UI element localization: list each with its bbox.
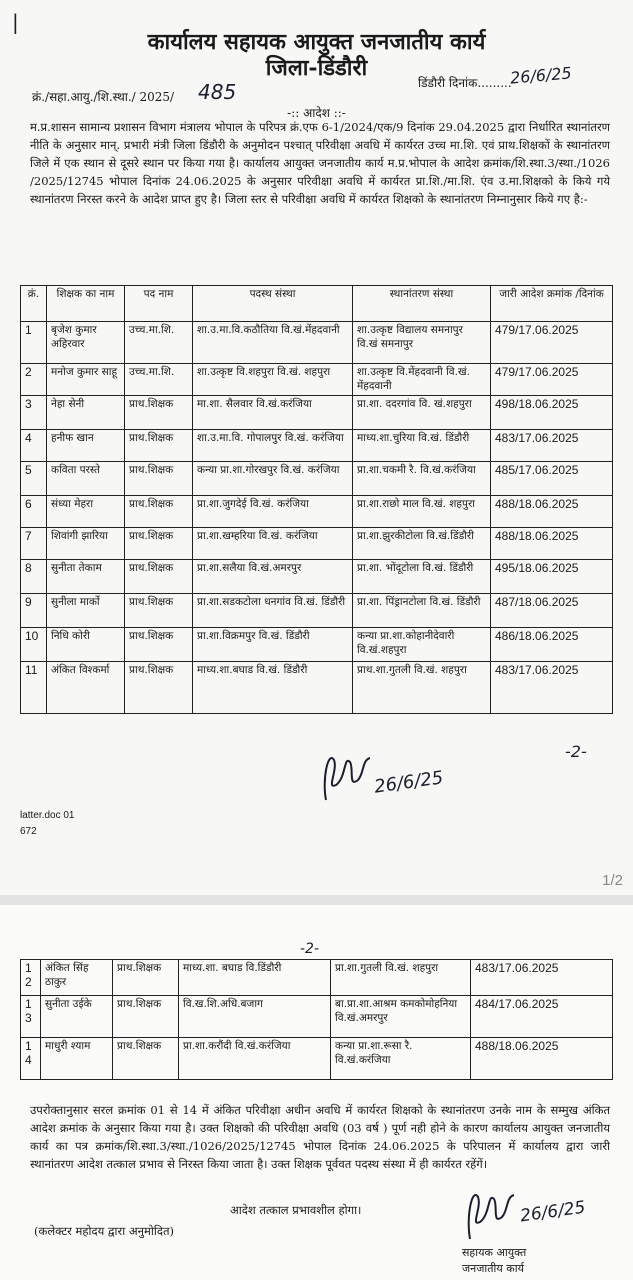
- reference-number: क्रं./सहा.आयु./शि.स्था./ 2025/: [32, 90, 175, 104]
- designation-line-1: सहायक आयुक्त: [462, 1246, 527, 1259]
- order-number-cell: 488/18.06.2025: [491, 528, 613, 560]
- table-row: [21, 1038, 613, 1080]
- file-name: latter.doc 01: [20, 810, 75, 821]
- transfer-institution-cell: प्रा.शा.चकमी रै. वि.खं.करंजिया: [353, 462, 491, 496]
- table-row: [21, 960, 613, 996]
- posted-institution-cell: शा.उ.मा.वि.कठौतिया वि.खं.मेंहदवानी: [193, 322, 353, 364]
- posted-institution-cell: मा.शा. सैलवार वि.खं.करंजिया: [193, 396, 353, 430]
- teacher-name-cell: सुनीला मार्को: [47, 594, 125, 628]
- signature-date: 26/6/25: [372, 767, 445, 798]
- transfer-institution-cell: प्रा.शा.गुतली वि.खं. शहपुरा: [331, 960, 471, 996]
- margin-tick-mark: |: [12, 10, 19, 34]
- post-cell: उच्च.मा.शि.: [125, 364, 193, 396]
- order-number-cell: 495/18.06.2025: [491, 560, 613, 594]
- approval-note: (कलेक्टर महोदय द्वारा अनुमोदित): [34, 1224, 175, 1238]
- table-row: [21, 528, 613, 560]
- order-number-cell: 484/17.06.2025: [471, 996, 613, 1038]
- date-handwritten: 26/6/25: [509, 63, 573, 88]
- order-number-cell: 488/18.06.2025: [471, 1038, 613, 1080]
- signature-scribble: [318, 740, 378, 810]
- posted-institution-cell: प्रा.शा.करौंदी वि.खं.करंजिया: [179, 1038, 331, 1080]
- signature-date-page2: 26/6/25: [518, 1197, 587, 1227]
- posted-institution-cell: माध्य.शा. बघाड वि.डिंडौरी: [179, 960, 331, 996]
- teacher-name-cell: निधि कोरी: [47, 628, 125, 662]
- district-title: जिला-डिंडौरी: [265, 55, 368, 81]
- transfer-institution-cell: शा.उत्कृष्ट वि.मेंहदवानी वि.खं. मेंहदवानी: [353, 364, 491, 396]
- transfer-institution-cell: प्रा.शा. पिंड्रानटोला वि.खं. डिंडौरी: [353, 594, 491, 628]
- posted-institution-cell: प्रा.शा.विक्रमपुर वि.खं. डिंडौरी: [193, 628, 353, 662]
- serial-cell: 14: [21, 1038, 41, 1080]
- post-cell: प्राथ.शिक्षक: [125, 396, 193, 430]
- teacher-name-cell: सुनीता तेकाम: [47, 560, 125, 594]
- closing-paragraph: उपरोक्तानुसार सरल क्रमांक 01 से 14 में अंकित परिवीक्षा अधीन अवधि में कार्यरत शिक्षको के स्थानांतरण उनके नाम के सम्मुख अंकित आदेश क्रमांक के अनुसार किया गया है। उक्त शिक्षको की परिवीक्षा अवधि (03 वर्ष ) पूर्ण नही होने के कारण कार्यालय आयुक्त जनजातीय कार्य का पत्र क्रमांक/शि.स्था.3/स्था./1026/2025/12745 भोपाल दिनांक 24.06.2025 के परिपालन में कार्यालय द्वारा जारी स्थानांतरण आदेश तत्काल प्रभाव से निरस्त किया जाता है। उक्त शिक्षक पूर्ववत पदस्थ संस्था में ही कार्यरत रहेंगें।: [30, 1103, 610, 1171]
- post-cell: उच्च.मा.शि.: [125, 322, 193, 364]
- header-teacher-name: शिक्षक का नाम: [47, 286, 125, 322]
- transfer-institution-cell: शा.उत्कृष्ट विद्यालय समनापुर वि.खं समनापुर: [353, 322, 491, 364]
- teacher-name-cell: सुनीता उईके: [41, 996, 113, 1038]
- header-posted-institution: पदस्थ संस्था: [193, 286, 353, 322]
- transfer-institution-cell: कन्या प्रा.शा.रूसा रै. वि.खं.करंजिया: [331, 1038, 471, 1080]
- posted-institution-cell: प्रा.शा.जुगदेई वि.खं. करंजिया: [193, 496, 353, 528]
- order-number-cell: 483/17.06.2025: [491, 430, 613, 462]
- header-post: पद नाम: [125, 286, 193, 322]
- serial-cell: 3: [21, 396, 47, 430]
- teacher-name-cell: अंकित विश्कर्मा: [47, 662, 125, 714]
- post-cell: प्राथ.शिक्षक: [125, 662, 193, 714]
- teacher-name-cell: माधुरी श्याम: [41, 1038, 113, 1080]
- transfer-institution-cell: प्रा.शा.झुरकीटोला वि.खं.डिंडौरी: [353, 528, 491, 560]
- post-cell: प्राथ.शिक्षक: [113, 996, 179, 1038]
- serial-cell: 13: [21, 996, 41, 1038]
- page-indicator: 1/2: [602, 872, 623, 889]
- order-number-cell: 479/17.06.2025: [491, 322, 613, 364]
- teacher-name-cell: संध्या मेहरा: [47, 496, 125, 528]
- teacher-name-cell: हनीफ खान: [47, 430, 125, 462]
- transfer-institution-cell: कन्या प्रा.शा.कोहानीदेवारी वि.खं.शहपुरा: [353, 628, 491, 662]
- table-row: [21, 462, 613, 496]
- designation-line-2: जनजातीय कार्य: [462, 1262, 524, 1275]
- table-row: [21, 594, 613, 628]
- teacher-name-cell: नेहा सेनी: [47, 396, 125, 430]
- office-title: कार्यालय सहायक आयुक्त जनजातीय कार्य: [147, 29, 486, 55]
- serial-cell: 9: [21, 594, 47, 628]
- date-label: डिंडौरी दिनांक.........: [418, 76, 512, 90]
- serial-cell: 8: [21, 560, 47, 594]
- header-transfer-institution: स्थानांतरण संस्था: [353, 286, 491, 322]
- serial-cell: 7: [21, 528, 47, 560]
- serial-cell: 5: [21, 462, 47, 496]
- posted-institution-cell: प्रा.शा.सलैया वि.खं.अमरपुर: [193, 560, 353, 594]
- transfer-institution-cell: माध्य.शा.चुरिया वि.खं. डिंडौरी: [353, 430, 491, 462]
- order-number-cell: 488/18.06.2025: [491, 496, 613, 528]
- table-row: [21, 662, 613, 714]
- table-row: [21, 996, 613, 1038]
- transfer-institution-cell: प्रा.शा.राछो माल वि.खं. शहपुरा: [353, 496, 491, 528]
- teacher-name-cell: बृजेश कुमार अहिरवार: [47, 322, 125, 364]
- table-row: [21, 396, 613, 430]
- table-row: [21, 430, 613, 462]
- posted-institution-cell: माध्य.शा.बघाड वि.खं. डिंडौरी: [193, 662, 353, 714]
- posted-institution-cell: शा.उ.मा.वि. गोपालपुर वि.खं. करंजिया: [193, 430, 353, 462]
- transfer-institution-cell: प्रा.शा. भोंदूटोला वि.खं. डिंडौरी: [353, 560, 491, 594]
- continuation-mark: -2-: [565, 742, 587, 761]
- post-cell: प्राथ.शिक्षक: [125, 628, 193, 662]
- table-row: [21, 364, 613, 396]
- posted-institution-cell: शा.उत्कृष्ट वि.शहपुरा वि.खं. शहपुरा: [193, 364, 353, 396]
- transfer-institution-cell: बा.प्रा.शा.आश्रम कमकोमोहनिया वि.खं.अमरपुर: [331, 996, 471, 1038]
- header-order-number-date: जारी आदेश क्रमांक /दिनांक: [491, 286, 613, 322]
- order-number-cell: 479/17.06.2025: [491, 364, 613, 396]
- transfer-institution-cell: प्रा.शा. ददरगांव वि. खं.शहपुरा: [353, 396, 491, 430]
- reference-handwritten: 485: [198, 80, 237, 104]
- serial-cell: 4: [21, 430, 47, 462]
- file-number: 672: [20, 826, 37, 837]
- serial-cell: 12: [21, 960, 41, 996]
- signature-scribble-page2: [462, 1177, 522, 1247]
- header-serial: क्रं.: [21, 286, 47, 322]
- document-page-2: [0, 905, 633, 1280]
- transfer-table-continued: [20, 959, 613, 1080]
- order-number-cell: 487/18.06.2025: [491, 594, 613, 628]
- order-number-cell: 486/18.06.2025: [491, 628, 613, 662]
- page2-top-mark: -2-: [300, 941, 320, 957]
- teacher-name-cell: कविता परस्ते: [47, 462, 125, 496]
- post-cell: प्राथ.शिक्षक: [125, 594, 193, 628]
- post-cell: प्राथ.शिक्षक: [113, 960, 179, 996]
- order-heading: -:: आदेश ::-: [287, 106, 346, 120]
- post-cell: प्राथ.शिक्षक: [125, 528, 193, 560]
- order-number-cell: 483/17.06.2025: [471, 960, 613, 996]
- teacher-name-cell: शिवांगी झारिया: [47, 528, 125, 560]
- table-row: [21, 322, 613, 364]
- post-cell: प्राथ.शिक्षक: [113, 1038, 179, 1080]
- serial-cell: 10: [21, 628, 47, 662]
- serial-cell: 11: [21, 662, 47, 714]
- transfer-institution-cell: प्राथ.शा.गुतली वि.खं. शहपुरा: [353, 662, 491, 714]
- post-cell: प्राथ.शिक्षक: [125, 430, 193, 462]
- order-number-cell: 485/17.06.2025: [491, 462, 613, 496]
- serial-cell: 1: [21, 322, 47, 364]
- teacher-name-cell: मनोज कुमार साहू: [47, 364, 125, 396]
- serial-cell: 6: [21, 496, 47, 528]
- posted-institution-cell: प्रा.शा.सडकटोला धनगांव वि.खं. डिंडौरी: [193, 594, 353, 628]
- posted-institution-cell: वि.ख.शि.अधि.बजाग: [179, 996, 331, 1038]
- posted-institution-cell: कन्या प्रा.शा.गोरखपुर वि.खं. करंजिया: [193, 462, 353, 496]
- intro-paragraph: म.प्र.शासन सामान्य प्रशासन विभाग मंत्रालय भोपाल के परिपत्र क्रं.एफ 6-1/2024/एक/9 दिनांक 29.04.2025 द्वारा निर्धारित स्थानांतरण नीति के अनुसार मान्. प्रभारी मंत्री जिला डिंडौरी के अनुमोदन पश्चात् परिवीक्षा अवधि में कार्यरत उच्च मा.शि. एवं प्राथ.शिक्षकों के स्थानांतरण जिले में एक स्थान से दूसरे स्थान पर किया गया है। कार्यालय आयुक्त जनजातीय कार्य म.प्र.भोपाल के आदेश क्रमांक/शि.स्था.3/स्था./1026 /2025/12745 भोपाल दिनांक 24.06.2025 के अनुसार परिवीक्षा अवधि में कार्यरत प्रा.शि./मा.शि. एंव उ.मा.शिक्षको के किये गये स्थानांतरण निरस्त करने के आदेश प्राप्त हुए है। जिला स्तर से परिवीक्षा अवधि में कार्यरत शिक्षको के स्थानांतरण निम्नानुसार किये गए है:-: [30, 120, 610, 206]
- order-number-cell: 498/18.06.2025: [491, 396, 613, 430]
- transfer-table: [20, 285, 613, 714]
- teacher-name-cell: अंकित सिंह ठाकुर: [41, 960, 113, 996]
- post-cell: प्राथ.शिक्षक: [125, 462, 193, 496]
- table-row: [21, 628, 613, 662]
- table-row: [21, 560, 613, 594]
- post-cell: प्राथ.शिक्षक: [125, 496, 193, 528]
- table-row: [21, 496, 613, 528]
- posted-institution-cell: प्रा.शा.खम्हरिया वि.खं. करंजिया: [193, 528, 353, 560]
- post-cell: प्राथ.शिक्षक: [125, 560, 193, 594]
- order-number-cell: 483/17.06.2025: [491, 662, 613, 714]
- effective-line: आदेश तत्काल प्रभावशील होगा।: [230, 1203, 362, 1217]
- serial-cell: 2: [21, 364, 47, 396]
